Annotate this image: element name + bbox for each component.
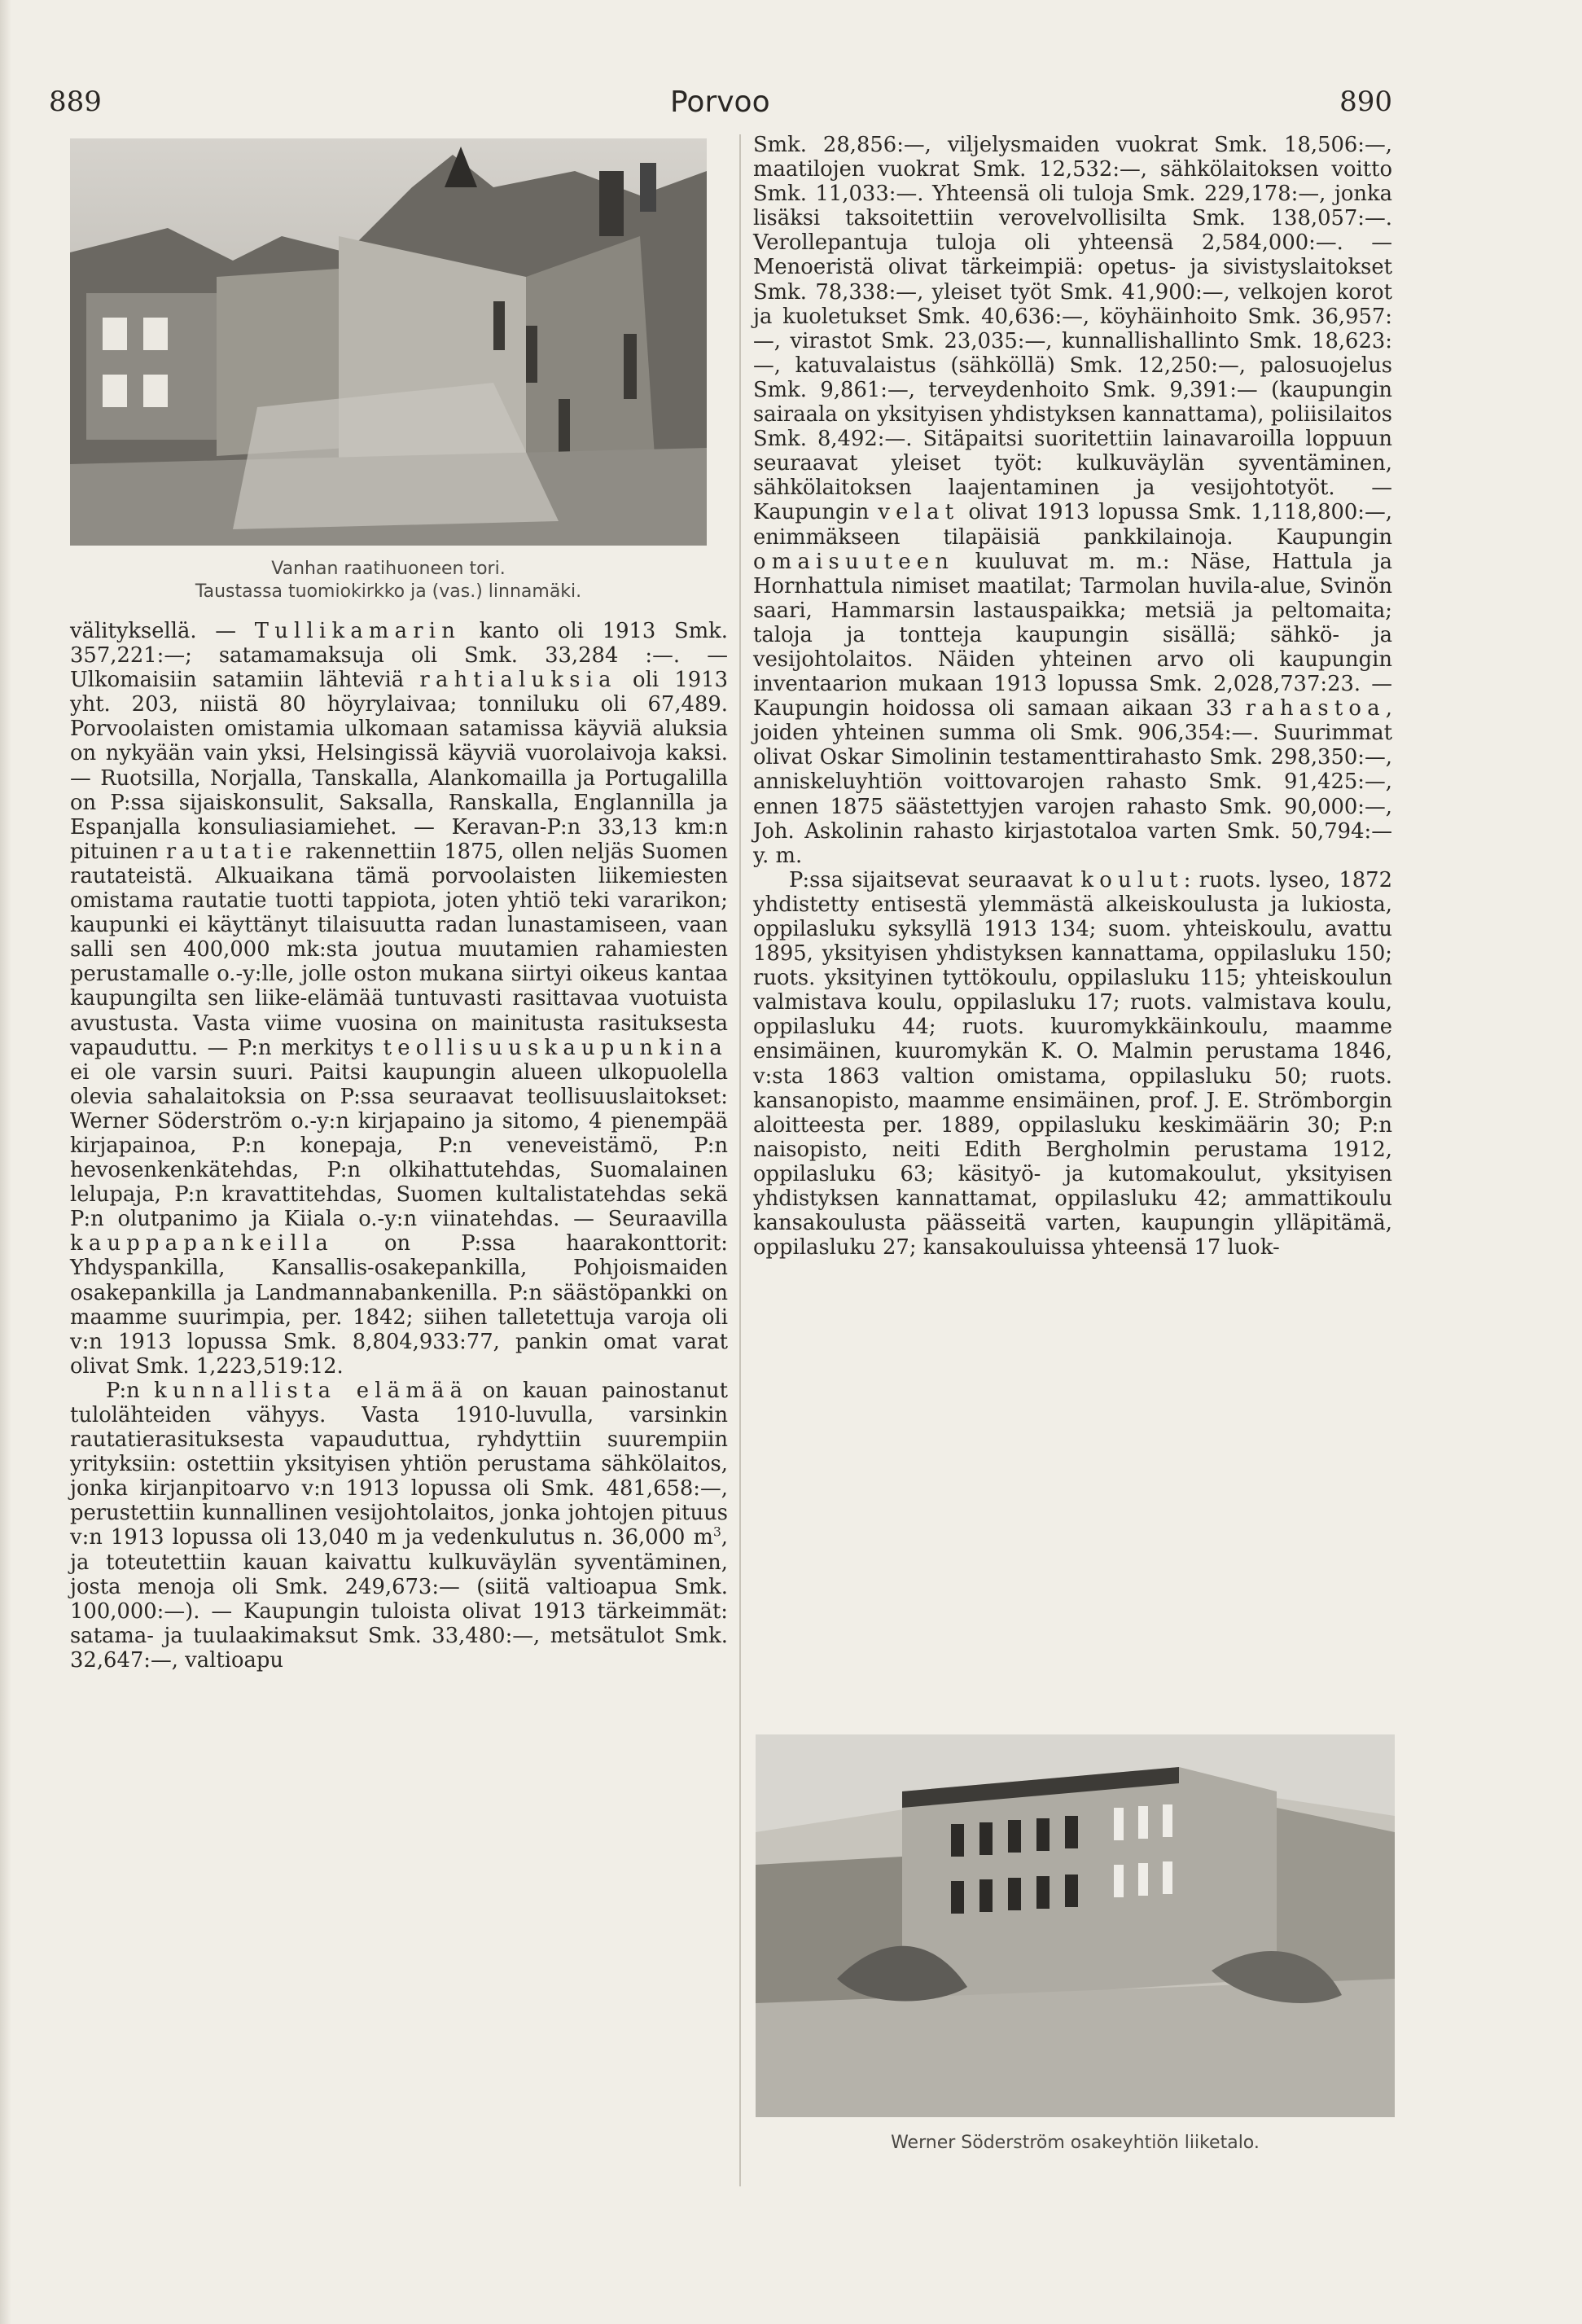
right-paragraph-2: P:ssa sijaitsevat seuraavat koulut: ruots. lyseo, 1872 yhdistetty entisestä ylemmästä alkeiskoulusta ja lukiosta, oppilasluku syksyllä 1913 134; suom. yhteiskoulu, avattu 1895, yksityisen yhdistyksen kannattama, oppilasluku 150; ruots. yksityinen tyttökoulu, oppilasluku 115; yhteiskoulun valmistava koulu, oppilasluku 17; ruots. valmistava koulu, oppilasluku 44; ruots. kuuromykkäinkoulu, maamme ensimäinen, kuuromykän K. O. Malmin perustama 1846, v:sta 1863 valtion omistama, oppilasluku 50; ruots. kansanopisto, maamme ensimäinen, prof. J. E. Strömborgin aloitteesta per. 1889, oppilasluku keskimäärin 30; P:n naisopisto, neiti Edith Bergholmin perustama 1912, oppilasluku 63; käsityö- ja kutomakoulut, yksityisen yhdistyksen kannattamat, oppilasluku 42; ammattikoulu kansakoulusta päässeitä varten, kaupungin ylläpitämä, oppilasluku 27; kansakouluissa yhteensä 17 luok- (753, 867, 1392, 1261)
town-hall-square-illustration (70, 138, 707, 546)
caption-line-2: Taustassa tuomiokirkko ja (vas.) linnamäki. (195, 581, 582, 602)
page-number-left: 889 (49, 86, 102, 118)
photo-wsoy-caption: Werner Söderström osakeyhtiön liiketalo. (891, 2133, 1260, 2153)
photo-town-hall-caption (70, 558, 707, 603)
page-edge (0, 0, 11, 2324)
left-paragraph-1: välityksellä. — Tullikamarin kanto oli 1913 Smk. 357,221:—; satamamaksuja oli Smk. 33,284 :—. — Ulkomaisiin satamiin lähteviä rahtialuksia oli 1913 yht. 203, niistä 80 höyrylaivaa; tonniluku oli 67,489. Porvoolaisten omistamia ulkomaan satamissa käyviä aluksia on nykyään vain yksi, Helsingissä käyviä vuorolaivoja kaksi. — Ruotsilla, Norjalla, Tanskalla, Alankomailla ja Portugalilla on P:ssa sijaiskonsulit, Saksalla, Ranskalla, Englannilla ja Espanjalla konsuliasiamiehet. — Keravan-P:n 33,13 km:n pituinen rautatie rakennettiin 1875, ollen neljäs Suomen rautateistä. Alkuaikana tämä porvoolaisten liikemiesten omistama rautatie tuotti tappiota, joten yhtiö teki vararikon; kaupunki ei käyttänyt tilaisuutta radan lunastamiseen, vaan salli sen 400,000 mk:sta joutua muutamien rahamiesten perustamalle o.-y:lle, jolle oston mukana siirtyi oikeus kantaa kaupungilta sen liike-elämää tuntuvasti rasittavaa vuotuista avustusta. Vasta viime vuosina on mainitusta rasituksesta vapauduttu. — P:n merkitys teollisuuskaupunkina ei ole varsin suuri. Paitsi kaupungin alueen ulkopuolella olevia sahalaitoksia on P:ssa seuraavat teollisuuslaitokset: Werner Söderström o.-y:n kirjapaino ja sitomo, 4 pienempää kirjapainoa, P:n konepaja, P:n veneveistämö, P:n hevosenkenkätehdas, P:n olkihattutehdas, Suomalainen lelupaja, P:n kravattitehdas, Suomen kultalistatehdas sekä P:n olutpanimo ja Kiiala o.-y:n viinatehdas. — Seuraavilla kauppapankeilla on P:ssa haarakonttorit: Yhdyspankilla, Kansallis-osakepankilla, Pohjoismaiden osakepankilla ja Landmannabankenilla. P:n säästöpankki on maamme suurimpia, per. 1842; siihen talletettuja varoja oli v:n 1913 lopussa Smk. 8,804,933:77, pankin omat varat olivat Smk. 1,223,519:12. (70, 619, 728, 1379)
left-column (70, 619, 728, 1673)
left-paragraph-2: P:n kunnallista elämää on kauan painostanut tulolähteiden vähyys. Vasta 1910-luvulla, varsinkin rautatierasituksesta vapauduttua, ryhdyttiin suurempiin yrityksiin: ostettiin yksityisen yhtiön perustama sähkölaitos, jonka kirjanpitoarvo v:n 1913 lopussa oli Smk. 481,658:—, perustettiin kunnallinen vesijohtolaitos, jonka johtojen pituus v:n 1913 lopussa oli 13,040 m ja vedenkulutus n. 36,000 $m^3$, ja toteutettiin kauan kaivattu kulkuväylän syventäminen, josta menoja oli Smk. 249,673:— (siitä valtioapua Smk. 100,000:—). — Kaupungin tuloista olivat 1913 tärkeimmät: satama- ja tuulaakimaksut Smk. 33,480:—, metsätulot Smk. 32,647:—, valtioapu (70, 1378, 728, 1673)
caption-line-1: Vanhan raatihuoneen tori. (271, 559, 506, 579)
photo-town-hall-square (70, 138, 707, 546)
wsoy-building-illustration (756, 1734, 1395, 2117)
column-divider (739, 134, 741, 2186)
page-header (49, 77, 1392, 126)
right-column (753, 133, 1392, 1260)
page-title: Porvoo (670, 85, 770, 119)
page-number-right: 890 (1339, 86, 1392, 118)
photo-wsoy-building (756, 1734, 1395, 2117)
right-paragraph-1: Smk. 28,856:—, viljelysmaiden vuokrat Smk. 18,506:—, maatilojen vuokrat Smk. 12,532:—, sähkölaitoksen voitto Smk. 11,033:—. Yhteensä oli tuloja Smk. 229,178:—, jonka lisäksi taksoitettiin verovelvollisilta Smk. 138,057:—. Verollepantuja tuloja oli yhteensä 2,584,000:—. — Menoeristä olivat tärkeimpiä: opetus- ja sivistyslaitokset Smk. 78,338:—, yleiset työt Smk. 41,900:—, velkojen korot ja kuoletukset Smk. 40,636:—, köyhäinhoito Smk. 36,957:—, virastot Smk. 23,035:—, kunnallishallinto Smk. 18,623:—, katuvalaistus (sähköllä) Smk. 12,250:—, palosuojelus Smk. 9,861:—, terveydenhoito Smk. 9,391:— (kaupungin sairaala on yksityisen yhdistyksen kannattama), poliisilaitos Smk. 8,492:—. Sitäpaitsi suoritettiin lainavaroilla loppuun seuraavat yleiset työt: kulkuväylän syventäminen, sähkölaitoksen laajentaminen ja vesijohtotyöt. — Kaupungin velat olivat 1913 lopussa Smk. 1,118,800:—, enimmäkseen tilapäisiä pankkilainoja. Kaupungin omaisuuteen kuuluvat m. m.: Näse, Hattula ja Hornhattula nimiset maatilat; Tarmolan huvila-alue, Svinön saari, Hammarsin lastauspaikka; metsiä ja peltomaita; taloja ja tontteja kaupungin sisällä; sähkö- ja vesijohtolaitos. Näiden yhteinen arvo oli kaupungin inventaarion mukaan 1913 lopussa Smk. 2,028,737:23. — Kaupungin hoidossa oli samaan aikaan 33 rahastoa, joiden yhteinen summa oli Smk. 906,354:—. Suurimmat olivat Oskar Simolinin testamenttirahasto Smk. 298,350:—, anniskeluyhtiön voittovarojen rahasto Smk. 91,425:—, ennen 1875 säästettyjen varojen rahasto Smk. 90,000:—, Joh. Askolinin rahasto kirjastotaloa varten Smk. 50,794:— y. m. (753, 133, 1392, 868)
